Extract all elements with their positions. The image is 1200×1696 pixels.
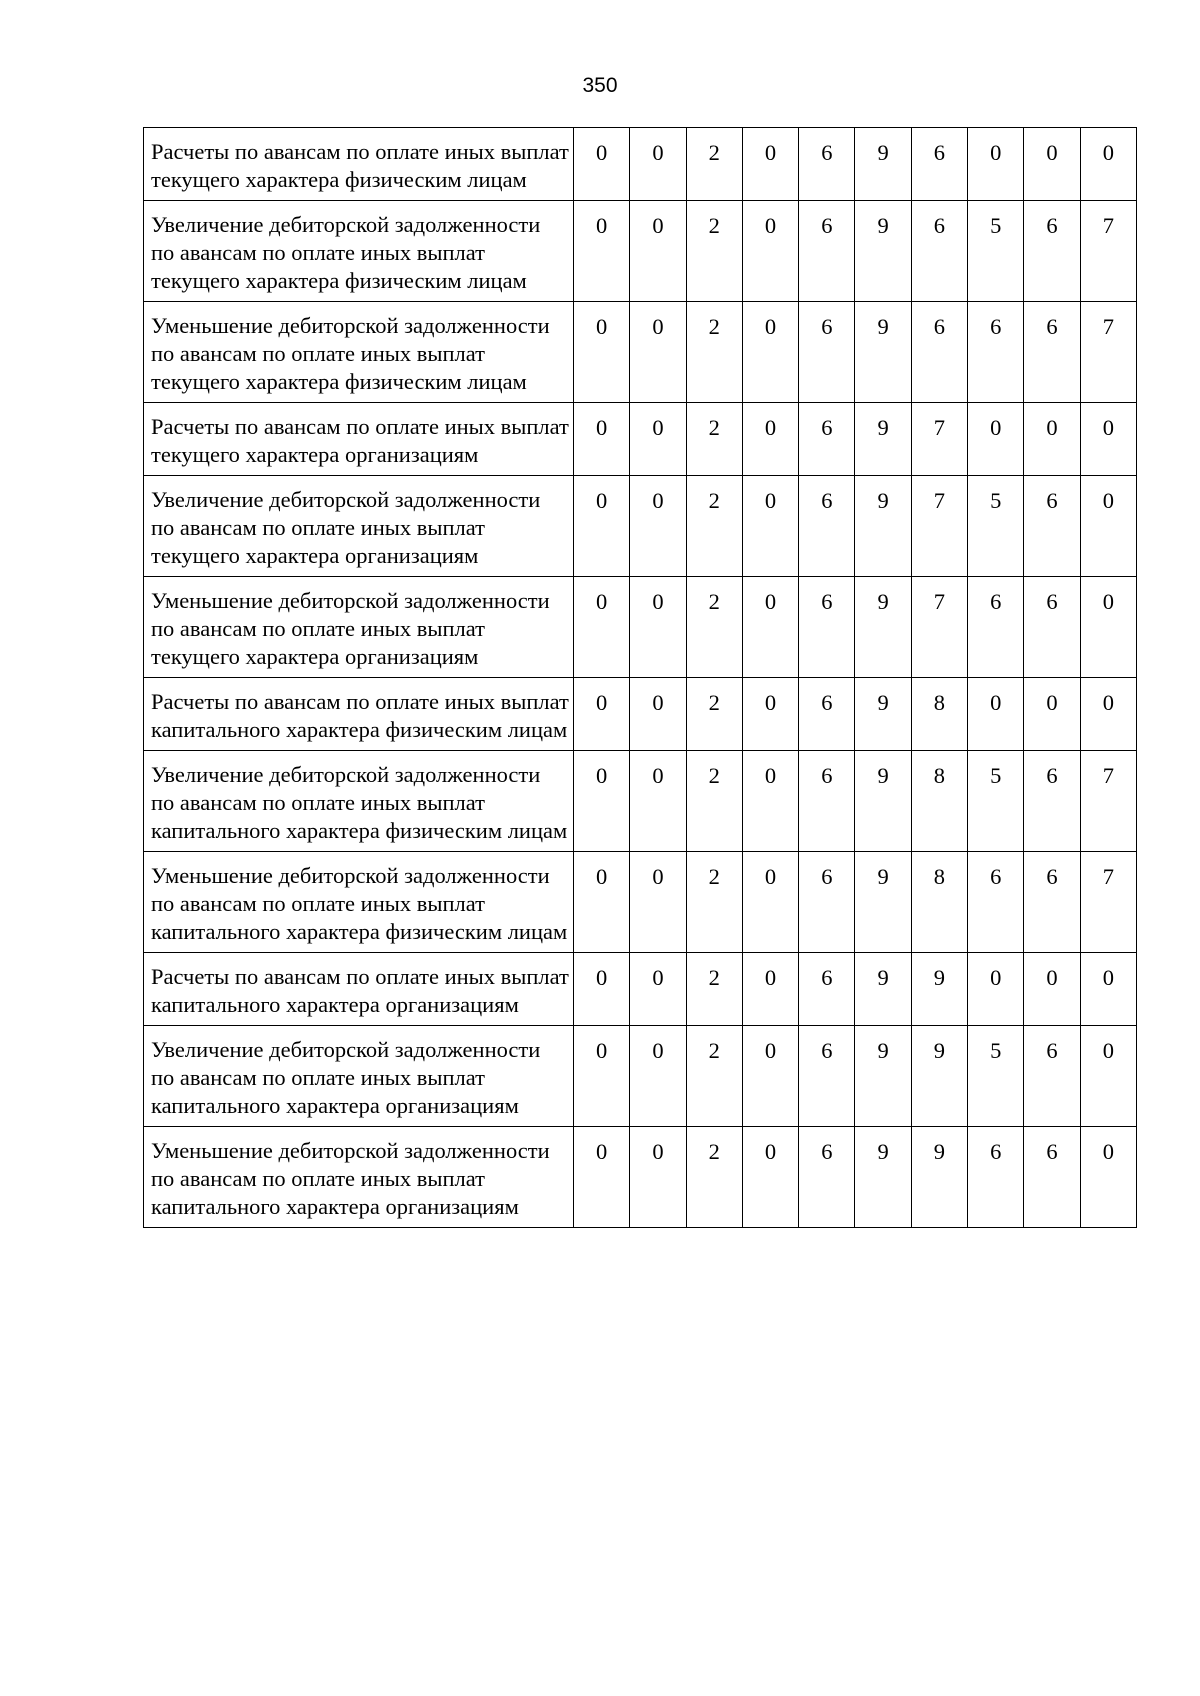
code-digit-cell: 0 [1080,678,1136,751]
code-digit-cell: 2 [686,302,742,403]
code-digit-cell: 2 [686,751,742,852]
code-digit-cell: 6 [799,852,855,953]
table-row [144,201,1137,302]
table-row [144,751,1137,852]
code-digit-cell: 0 [742,678,798,751]
code-digit-cell: 6 [799,751,855,852]
code-digit-cell: 9 [855,852,911,953]
code-digit-cell: 9 [855,476,911,577]
code-digit-cell: 0 [574,953,630,1026]
code-digit-cell: 0 [630,678,686,751]
code-digit-cell: 8 [911,852,967,953]
code-digit-cell: 5 [968,1026,1024,1127]
code-digit-cell: 9 [855,128,911,201]
code-digit-cell: 0 [630,852,686,953]
code-digit-cell: 0 [630,476,686,577]
code-digit-cell: 0 [1024,128,1080,201]
code-digit-cell: 6 [799,128,855,201]
code-digit-cell: 0 [630,1127,686,1228]
code-digit-cell: 7 [911,403,967,476]
table-row [144,476,1137,577]
code-digit-cell: 6 [1024,201,1080,302]
code-digit-cell: 9 [911,1127,967,1228]
table-row [144,852,1137,953]
code-digit-cell: 9 [855,201,911,302]
table-row [144,953,1137,1026]
code-digit-cell: 0 [742,1127,798,1228]
table-row [144,577,1137,678]
code-digit-cell: 9 [855,751,911,852]
code-digit-cell: 6 [799,403,855,476]
code-digit-cell: 6 [968,1127,1024,1228]
code-digit-cell: 0 [1080,403,1136,476]
code-digit-cell: 2 [686,1127,742,1228]
code-digit-cell: 0 [742,577,798,678]
code-digit-cell: 0 [630,302,686,403]
code-digit-cell: 2 [686,953,742,1026]
code-digit-cell: 2 [686,201,742,302]
code-digit-cell: 7 [1080,201,1136,302]
code-digit-cell: 6 [799,302,855,403]
code-digit-cell: 0 [1080,1026,1136,1127]
code-digit-cell: 6 [799,1026,855,1127]
code-digit-cell: 0 [968,678,1024,751]
row-description: Уменьшение дебиторской задолженности по авансам по оплате иных выплат текущего характера организациям [144,577,574,678]
code-digit-cell: 6 [799,476,855,577]
code-digit-cell: 5 [968,476,1024,577]
row-description: Увеличение дебиторской задолженности по авансам по оплате иных выплат капитального характера физическим лицам [144,751,574,852]
code-digit-cell: 0 [742,403,798,476]
row-description: Уменьшение дебиторской задолженности по авансам по оплате иных выплат капитального характера организациям [144,1127,574,1228]
account-codes-table [143,127,1137,1228]
code-digit-cell: 0 [630,201,686,302]
row-description: Уменьшение дебиторской задолженности по авансам по оплате иных выплат капитального характера физическим лицам [144,852,574,953]
code-digit-cell: 0 [1080,1127,1136,1228]
code-digit-cell: 0 [574,128,630,201]
code-digit-cell: 0 [1024,953,1080,1026]
row-description: Увеличение дебиторской задолженности по авансам по оплате иных выплат текущего характера организациям [144,476,574,577]
row-description: Увеличение дебиторской задолженности по авансам по оплате иных выплат текущего характера физическим лицам [144,201,574,302]
code-digit-cell: 7 [911,577,967,678]
code-digit-cell: 8 [911,678,967,751]
code-digit-cell: 0 [1080,128,1136,201]
row-description: Расчеты по авансам по оплате иных выплат текущего характера физическим лицам [144,128,574,201]
code-digit-cell: 0 [1080,953,1136,1026]
code-digit-cell: 8 [911,751,967,852]
code-digit-cell: 6 [1024,577,1080,678]
table-body [144,128,1137,1228]
code-digit-cell: 6 [1024,852,1080,953]
code-digit-cell: 0 [630,128,686,201]
row-description: Расчеты по авансам по оплате иных выплат капитального характера физическим лицам [144,678,574,751]
code-digit-cell: 6 [799,1127,855,1228]
code-digit-cell: 0 [574,852,630,953]
code-digit-cell: 0 [742,751,798,852]
code-digit-cell: 5 [968,751,1024,852]
code-digit-cell: 6 [968,852,1024,953]
table-row [144,1127,1137,1228]
code-digit-cell: 2 [686,678,742,751]
table-row [144,302,1137,403]
code-digit-cell: 0 [630,751,686,852]
code-digit-cell: 6 [911,302,967,403]
code-digit-cell: 9 [911,953,967,1026]
code-digit-cell: 0 [1024,678,1080,751]
code-digit-cell: 0 [630,577,686,678]
code-digit-cell: 9 [855,1026,911,1127]
table-row [144,128,1137,201]
code-digit-cell: 9 [855,678,911,751]
code-digit-cell: 0 [742,476,798,577]
code-digit-cell: 9 [855,577,911,678]
code-digit-cell: 2 [686,577,742,678]
table-row [144,678,1137,751]
code-digit-cell: 7 [1080,751,1136,852]
code-digit-cell: 0 [574,678,630,751]
code-digit-cell: 0 [742,953,798,1026]
code-digit-cell: 0 [742,1026,798,1127]
code-digit-cell: 0 [1024,403,1080,476]
code-digit-cell: 2 [686,1026,742,1127]
code-digit-cell: 6 [799,678,855,751]
code-digit-cell: 9 [855,302,911,403]
code-digit-cell: 2 [686,128,742,201]
page-number: 350 [582,74,618,97]
code-digit-cell: 0 [574,1127,630,1228]
code-digit-cell: 7 [1080,852,1136,953]
code-digit-cell: 6 [968,577,1024,678]
code-digit-cell: 0 [742,128,798,201]
code-digit-cell: 5 [968,201,1024,302]
code-digit-cell: 0 [1080,577,1136,678]
code-digit-cell: 6 [1024,1026,1080,1127]
code-digit-cell: 0 [574,201,630,302]
code-digit-cell: 0 [968,128,1024,201]
code-digit-cell: 6 [1024,1127,1080,1228]
code-digit-cell: 0 [968,403,1024,476]
code-digit-cell: 0 [574,403,630,476]
code-digit-cell: 0 [742,201,798,302]
code-digit-cell: 0 [630,953,686,1026]
code-digit-cell: 2 [686,476,742,577]
code-digit-cell: 6 [799,953,855,1026]
code-digit-cell: 9 [855,1127,911,1228]
code-digit-cell: 6 [799,201,855,302]
code-digit-cell: 6 [799,577,855,678]
code-digit-cell: 7 [1080,302,1136,403]
code-digit-cell: 2 [686,852,742,953]
code-digit-cell: 0 [574,476,630,577]
row-description: Уменьшение дебиторской задолженности по авансам по оплате иных выплат текущего характера физическим лицам [144,302,574,403]
table-row [144,403,1137,476]
code-digit-cell: 0 [968,953,1024,1026]
code-digit-cell: 6 [1024,751,1080,852]
row-description: Расчеты по авансам по оплате иных выплат текущего характера организациям [144,403,574,476]
code-digit-cell: 6 [968,302,1024,403]
code-digit-cell: 0 [742,302,798,403]
code-digit-cell: 9 [911,1026,967,1127]
code-digit-cell: 7 [911,476,967,577]
row-description: Расчеты по авансам по оплате иных выплат капитального характера организациям [144,953,574,1026]
code-digit-cell: 0 [742,852,798,953]
code-digit-cell: 0 [574,751,630,852]
code-digit-cell: 9 [855,953,911,1026]
code-digit-cell: 6 [1024,476,1080,577]
table-row [144,1026,1137,1127]
code-digit-cell: 0 [574,302,630,403]
code-digit-cell: 2 [686,403,742,476]
code-digit-cell: 9 [855,403,911,476]
code-digit-cell: 0 [630,1026,686,1127]
code-digit-cell: 6 [911,128,967,201]
code-digit-cell: 6 [911,201,967,302]
code-digit-cell: 0 [574,577,630,678]
code-digit-cell: 6 [1024,302,1080,403]
code-digit-cell: 0 [1080,476,1136,577]
code-digit-cell: 0 [574,1026,630,1127]
row-description: Увеличение дебиторской задолженности по авансам по оплате иных выплат капитального характера организациям [144,1026,574,1127]
code-digit-cell: 0 [630,403,686,476]
